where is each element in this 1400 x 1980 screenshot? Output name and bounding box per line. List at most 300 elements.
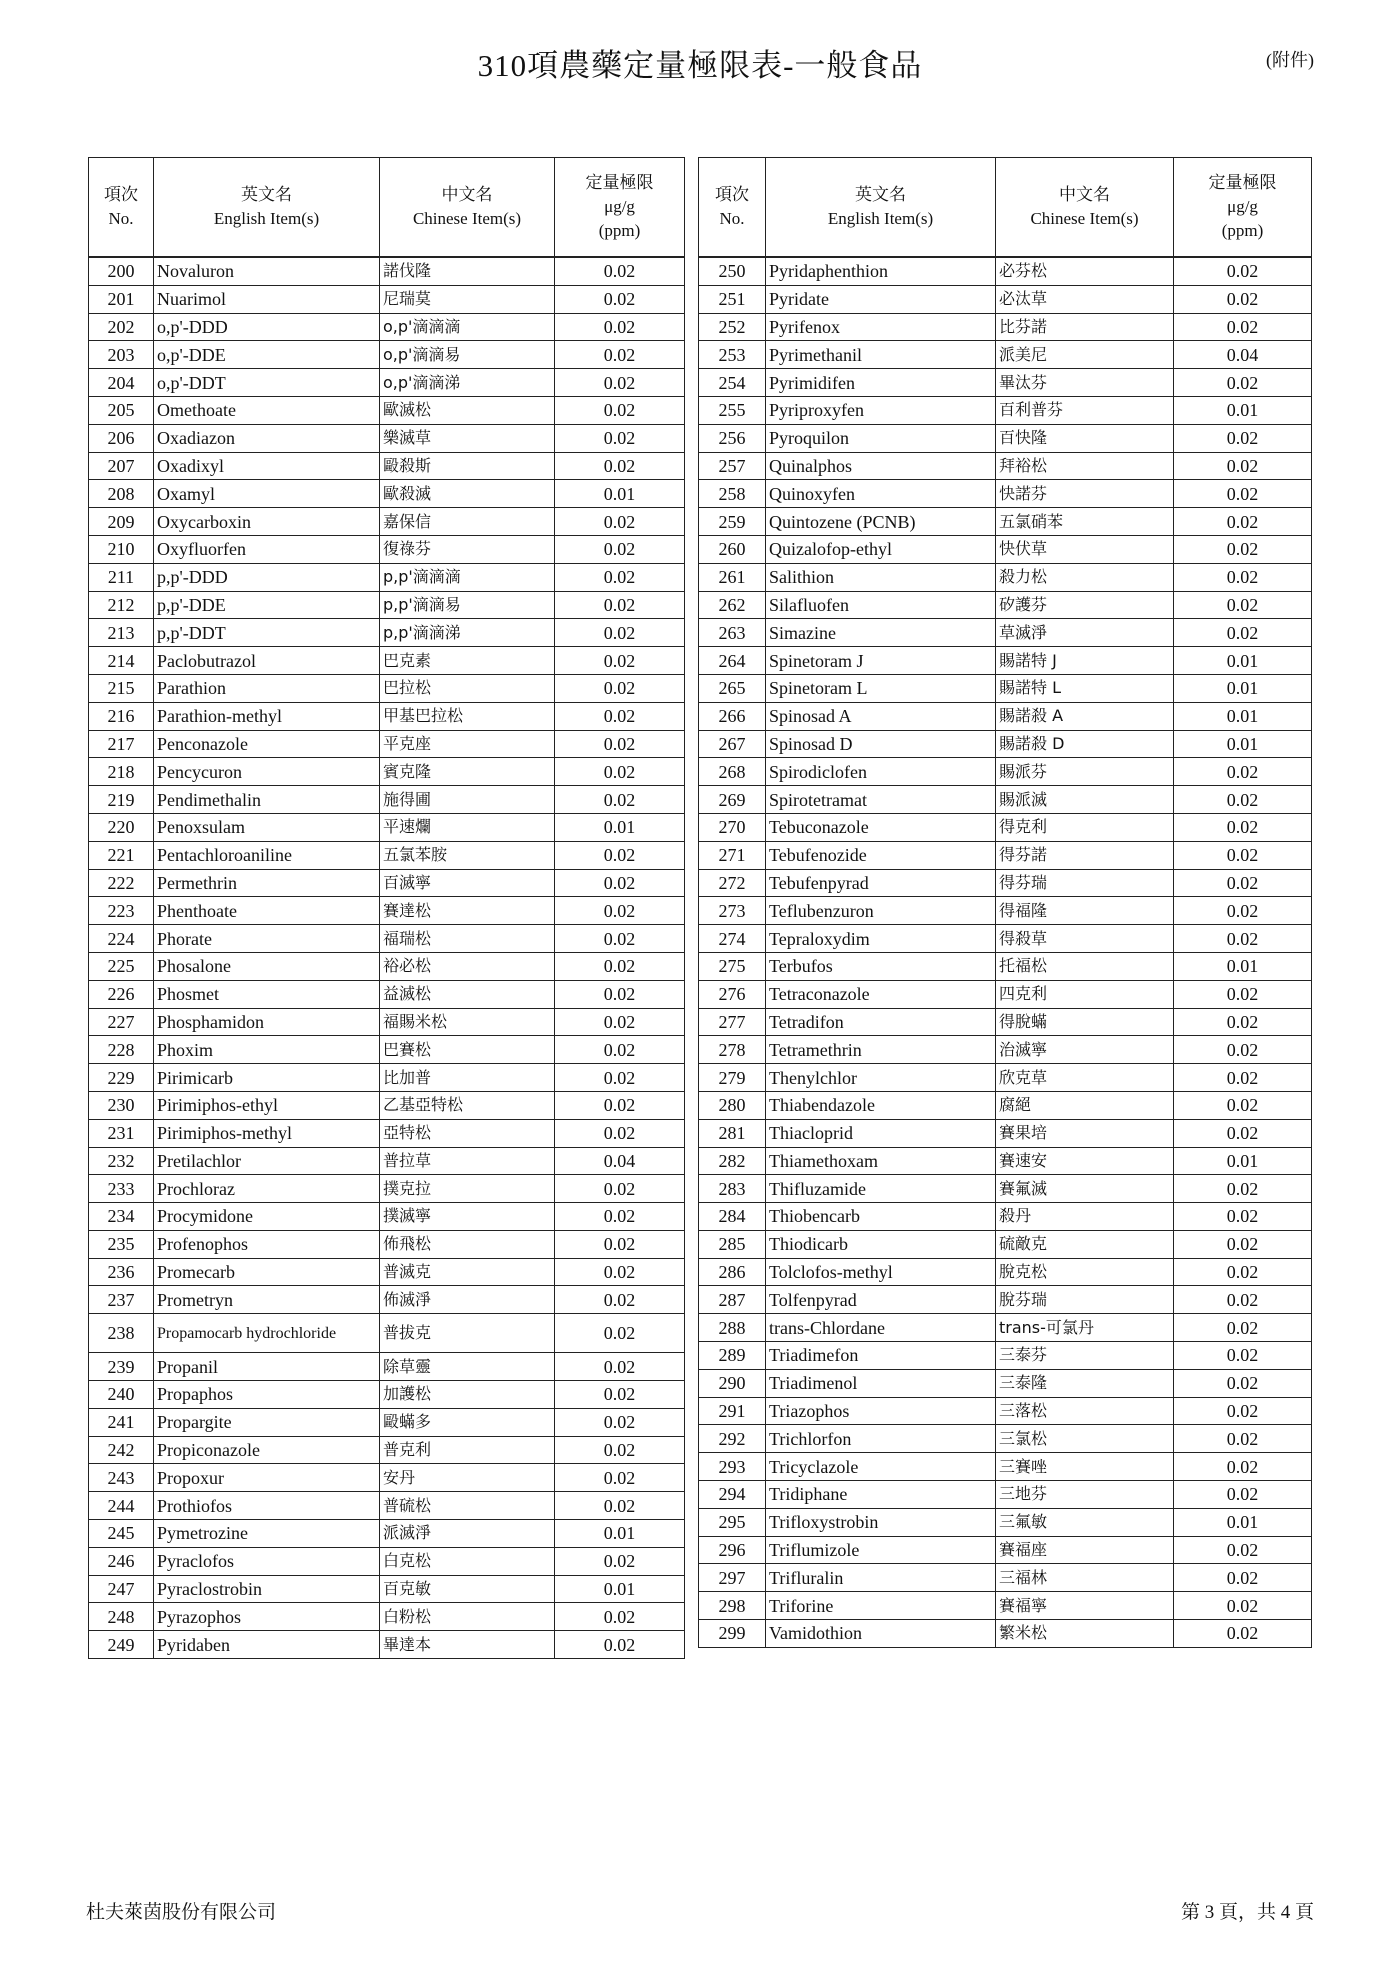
- chinese-name: 福賜米松: [380, 1008, 555, 1036]
- english-name: Pyridaben: [154, 1631, 380, 1659]
- chinese-name: 亞特松: [380, 1119, 555, 1147]
- english-name: o,p'-DDD: [154, 313, 380, 341]
- chinese-name: 三泰隆: [996, 1369, 1174, 1397]
- loq-value: 0.02: [555, 702, 685, 730]
- english-name: Pirimicarb: [154, 1064, 380, 1092]
- chinese-name: 殺力松: [996, 563, 1174, 591]
- chinese-name: o,p'滴滴滴: [380, 313, 555, 341]
- table-header-row: [699, 158, 1312, 258]
- loq-value: 0.02: [1174, 369, 1312, 397]
- loq-value: 0.02: [555, 1603, 685, 1631]
- table-row: [89, 813, 685, 841]
- header-english: 英文名 English Item(s): [766, 158, 996, 258]
- row-number: 232: [89, 1147, 154, 1175]
- loq-value: 0.02: [555, 1175, 685, 1203]
- table-row: [89, 480, 685, 508]
- loq-value: 0.02: [1174, 1425, 1312, 1453]
- table-row: [89, 341, 685, 369]
- loq-value: 0.02: [555, 1036, 685, 1064]
- row-number: 284: [699, 1203, 766, 1231]
- row-number: 257: [699, 452, 766, 480]
- table-row: [699, 869, 1312, 897]
- chinese-name: 撲滅寧: [380, 1203, 555, 1231]
- chinese-name: 三地芬: [996, 1481, 1174, 1509]
- table-row: [699, 647, 1312, 675]
- english-name: Propanil: [154, 1353, 380, 1381]
- row-number: 268: [699, 758, 766, 786]
- table-row: [89, 1036, 685, 1064]
- row-number: 274: [699, 925, 766, 953]
- chinese-name: 拜裕松: [996, 452, 1174, 480]
- english-name: Tetramethrin: [766, 1036, 996, 1064]
- table-row: [89, 1119, 685, 1147]
- chinese-name: 三落松: [996, 1397, 1174, 1425]
- loq-value: 0.02: [1174, 1481, 1312, 1509]
- chinese-name: 得芬諾: [996, 841, 1174, 869]
- chinese-name: 賜派滅: [996, 786, 1174, 814]
- english-name: Pirimiphos-methyl: [154, 1119, 380, 1147]
- english-name: p,p'-DDT: [154, 619, 380, 647]
- loq-value: 0.02: [1174, 1036, 1312, 1064]
- row-number: 295: [699, 1508, 766, 1536]
- loq-value: 0.02: [1174, 841, 1312, 869]
- table-row: [699, 480, 1312, 508]
- english-name: Promecarb: [154, 1258, 380, 1286]
- annex-label: (附件): [1266, 50, 1314, 70]
- chinese-name: 平速爛: [380, 813, 555, 841]
- loq-value: 0.02: [1174, 1564, 1312, 1592]
- loq-table-left: [88, 157, 685, 1659]
- chinese-name: 普拉草: [380, 1147, 555, 1175]
- loq-value: 0.02: [555, 257, 685, 285]
- chinese-name: 三氟敏: [996, 1508, 1174, 1536]
- chinese-name: 普拔克: [380, 1314, 555, 1353]
- loq-value: 0.02: [1174, 1119, 1312, 1147]
- loq-value: 0.02: [1174, 313, 1312, 341]
- row-number: 275: [699, 952, 766, 980]
- row-number: 270: [699, 813, 766, 841]
- loq-value: 0.01: [1174, 647, 1312, 675]
- english-name: Prothiofos: [154, 1492, 380, 1520]
- table-row: [89, 1008, 685, 1036]
- row-number: 211: [89, 563, 154, 591]
- table-row: [699, 1369, 1312, 1397]
- row-number: 247: [89, 1575, 154, 1603]
- chinese-name: 毆蟎多: [380, 1408, 555, 1436]
- row-number: 273: [699, 897, 766, 925]
- loq-value: 0.02: [1174, 786, 1312, 814]
- row-number: 260: [699, 535, 766, 563]
- table-row: [699, 897, 1312, 925]
- table-row: [699, 452, 1312, 480]
- chinese-name: 五氯硝苯: [996, 508, 1174, 536]
- chinese-name: trans-可氯丹: [996, 1314, 1174, 1342]
- chinese-name: p,p'滴滴易: [380, 591, 555, 619]
- chinese-name: 撲克拉: [380, 1175, 555, 1203]
- loq-value: 0.02: [1174, 1453, 1312, 1481]
- loq-value: 0.02: [555, 619, 685, 647]
- loq-value: 0.02: [1174, 1592, 1312, 1620]
- table-row: [89, 1603, 685, 1631]
- loq-value: 0.02: [1174, 1091, 1312, 1119]
- page-title: 310項農藥定量極限表-一般食品: [477, 48, 923, 83]
- chinese-name: o,p'滴滴易: [380, 341, 555, 369]
- english-name: Pirimiphos-ethyl: [154, 1091, 380, 1119]
- chinese-name: 矽護芬: [996, 591, 1174, 619]
- english-name: Oxyfluorfen: [154, 535, 380, 563]
- english-name: Vamidothion: [766, 1620, 996, 1648]
- table-row: [89, 1464, 685, 1492]
- row-number: 230: [89, 1091, 154, 1119]
- row-number: 243: [89, 1464, 154, 1492]
- english-name: Pyraclofos: [154, 1547, 380, 1575]
- english-name: Thiamethoxam: [766, 1147, 996, 1175]
- row-number: 223: [89, 897, 154, 925]
- table-row: [89, 1353, 685, 1381]
- chinese-name: 得克利: [996, 813, 1174, 841]
- row-number: 210: [89, 535, 154, 563]
- chinese-name: 賜派芬: [996, 758, 1174, 786]
- chinese-name: 裕必松: [380, 952, 555, 980]
- row-number: 200: [89, 257, 154, 285]
- english-name: Thiodicarb: [766, 1230, 996, 1258]
- english-name: p,p'-DDE: [154, 591, 380, 619]
- row-number: 244: [89, 1492, 154, 1520]
- loq-value: 0.02: [555, 758, 685, 786]
- english-name: Phosalone: [154, 952, 380, 980]
- row-number: 220: [89, 813, 154, 841]
- english-name: Quinoxyfen: [766, 480, 996, 508]
- english-name: Prometryn: [154, 1286, 380, 1314]
- english-name: Quintozene (PCNB): [766, 508, 996, 536]
- chinese-name: 脫芬瑞: [996, 1286, 1174, 1314]
- loq-table-right: [698, 157, 1312, 1648]
- loq-value: 0.02: [555, 452, 685, 480]
- table-row: [89, 396, 685, 424]
- chinese-name: 平克座: [380, 730, 555, 758]
- chinese-name: 賜諾殺 D: [996, 730, 1174, 758]
- chinese-name: 賜諾特 L: [996, 674, 1174, 702]
- loq-value: 0.02: [1174, 285, 1312, 313]
- table-row: [89, 674, 685, 702]
- chinese-name: 五氯苯胺: [380, 841, 555, 869]
- table-row: [89, 369, 685, 397]
- chinese-name: 必汰草: [996, 285, 1174, 313]
- row-number: 255: [699, 396, 766, 424]
- loq-value: 0.02: [555, 1381, 685, 1409]
- english-name: Pyriproxyfen: [766, 396, 996, 424]
- row-number: 261: [699, 563, 766, 591]
- chinese-name: 巴賽松: [380, 1036, 555, 1064]
- loq-value: 0.02: [555, 674, 685, 702]
- chinese-name: 脫克松: [996, 1258, 1174, 1286]
- table-row: [699, 1314, 1312, 1342]
- table-row: [699, 1036, 1312, 1064]
- english-name: Phoxim: [154, 1036, 380, 1064]
- table-row: [89, 1230, 685, 1258]
- row-number: 249: [89, 1631, 154, 1659]
- loq-value: 0.02: [555, 424, 685, 452]
- loq-value: 0.02: [555, 841, 685, 869]
- row-number: 227: [89, 1008, 154, 1036]
- table-row: [89, 619, 685, 647]
- table-row: [89, 591, 685, 619]
- english-name: Spirodiclofen: [766, 758, 996, 786]
- chinese-name: 派美尼: [996, 341, 1174, 369]
- loq-value: 0.02: [555, 925, 685, 953]
- table-row: [699, 535, 1312, 563]
- english-name: Pyrazophos: [154, 1603, 380, 1631]
- row-number: 226: [89, 980, 154, 1008]
- row-number: 204: [89, 369, 154, 397]
- loq-value: 0.02: [555, 647, 685, 675]
- table-row: [699, 424, 1312, 452]
- table-row: [699, 1258, 1312, 1286]
- loq-value: 0.02: [555, 897, 685, 925]
- table-row: [699, 1119, 1312, 1147]
- loq-value: 0.02: [1174, 424, 1312, 452]
- english-name: Quizalofop-ethyl: [766, 535, 996, 563]
- english-name: Triflumizole: [766, 1536, 996, 1564]
- english-name: Pyrimethanil: [766, 341, 996, 369]
- table-row: [699, 1342, 1312, 1370]
- table-row: [89, 1436, 685, 1464]
- loq-value: 0.02: [555, 1547, 685, 1575]
- english-name: Pyrimidifen: [766, 369, 996, 397]
- loq-value: 0.02: [555, 869, 685, 897]
- table-row: [89, 758, 685, 786]
- table-row: [89, 535, 685, 563]
- loq-value: 0.02: [1174, 619, 1312, 647]
- chinese-name: 賽速安: [996, 1147, 1174, 1175]
- chinese-name: 賜諾特 J: [996, 647, 1174, 675]
- english-name: Profenophos: [154, 1230, 380, 1258]
- chinese-name: 畢汰芬: [996, 369, 1174, 397]
- english-name: Pentachloroaniline: [154, 841, 380, 869]
- chinese-name: 福瑞松: [380, 925, 555, 953]
- table-row: [699, 1230, 1312, 1258]
- row-number: 233: [89, 1175, 154, 1203]
- table-row: [89, 424, 685, 452]
- loq-value: 0.02: [1174, 563, 1312, 591]
- loq-value: 0.02: [1174, 1230, 1312, 1258]
- loq-value: 0.02: [1174, 1008, 1312, 1036]
- table-row: [89, 257, 685, 285]
- chinese-name: 益滅松: [380, 980, 555, 1008]
- table-row: [699, 313, 1312, 341]
- english-name: Oxadiazon: [154, 424, 380, 452]
- english-name: Quinalphos: [766, 452, 996, 480]
- table-row: [699, 1481, 1312, 1509]
- table-row: [699, 1397, 1312, 1425]
- row-number: 262: [699, 591, 766, 619]
- english-name: Tetradifon: [766, 1008, 996, 1036]
- row-number: 271: [699, 841, 766, 869]
- row-number: 241: [89, 1408, 154, 1436]
- chinese-name: 治滅寧: [996, 1036, 1174, 1064]
- row-number: 239: [89, 1353, 154, 1381]
- english-name: Propamocarb hydrochloride: [154, 1314, 380, 1353]
- english-name: o,p'-DDE: [154, 341, 380, 369]
- english-name: Pyraclostrobin: [154, 1575, 380, 1603]
- header-chinese: 中文名 Chinese Item(s): [996, 158, 1174, 258]
- row-number: 263: [699, 619, 766, 647]
- english-name: Propoxur: [154, 1464, 380, 1492]
- loq-value: 0.02: [555, 1008, 685, 1036]
- table-row: [699, 1425, 1312, 1453]
- chinese-name: 加護松: [380, 1381, 555, 1409]
- loq-value: 0.01: [1174, 702, 1312, 730]
- chinese-name: 普硫松: [380, 1492, 555, 1520]
- loq-value: 0.02: [555, 1258, 685, 1286]
- row-number: 253: [699, 341, 766, 369]
- table-row: [89, 1381, 685, 1409]
- table-row: [699, 508, 1312, 536]
- table-row: [89, 1147, 685, 1175]
- table-row: [89, 841, 685, 869]
- row-number: 222: [89, 869, 154, 897]
- loq-value: 0.02: [555, 786, 685, 814]
- row-number: 202: [89, 313, 154, 341]
- english-name: Permethrin: [154, 869, 380, 897]
- header-loq: 定量極限 μg/g (ppm): [1174, 158, 1312, 258]
- row-number: 245: [89, 1520, 154, 1548]
- row-number: 297: [699, 1564, 766, 1592]
- chinese-name: 白克松: [380, 1547, 555, 1575]
- row-number: 276: [699, 980, 766, 1008]
- loq-value: 0.02: [555, 1408, 685, 1436]
- loq-value: 0.02: [555, 1436, 685, 1464]
- english-name: Paclobutrazol: [154, 647, 380, 675]
- english-name: Thenylchlor: [766, 1064, 996, 1092]
- table-row: [699, 591, 1312, 619]
- loq-value: 0.01: [1174, 1147, 1312, 1175]
- english-name: Pencycuron: [154, 758, 380, 786]
- footer-page-number: 第 3 頁，共 4 頁: [1180, 1902, 1314, 1923]
- english-name: Procymidone: [154, 1203, 380, 1231]
- english-name: Spinosad D: [766, 730, 996, 758]
- row-number: 213: [89, 619, 154, 647]
- table-row: [89, 313, 685, 341]
- english-name: Thiobencarb: [766, 1203, 996, 1231]
- chinese-name: 百滅寧: [380, 869, 555, 897]
- chinese-name: 畢達本: [380, 1631, 555, 1659]
- row-number: 240: [89, 1381, 154, 1409]
- row-number: 236: [89, 1258, 154, 1286]
- row-number: 214: [89, 647, 154, 675]
- chinese-name: 得殺草: [996, 925, 1174, 953]
- chinese-name: 硫敵克: [996, 1230, 1174, 1258]
- loq-value: 0.02: [1174, 535, 1312, 563]
- table-row: [89, 1064, 685, 1092]
- english-name: Omethoate: [154, 396, 380, 424]
- row-number: 272: [699, 869, 766, 897]
- english-name: Thifluzamide: [766, 1175, 996, 1203]
- loq-value: 0.04: [555, 1147, 685, 1175]
- english-name: Tridiphane: [766, 1481, 996, 1509]
- table-row: [89, 1258, 685, 1286]
- loq-value: 0.02: [1174, 1064, 1312, 1092]
- english-name: Penoxsulam: [154, 813, 380, 841]
- chinese-name: 得脫蟎: [996, 1008, 1174, 1036]
- table-row: [699, 1453, 1312, 1481]
- table-row: [699, 1286, 1312, 1314]
- header-no: 項次 No.: [699, 158, 766, 258]
- loq-value: 0.02: [1174, 897, 1312, 925]
- chinese-name: 繁米松: [996, 1620, 1174, 1648]
- chinese-name: 歐殺滅: [380, 480, 555, 508]
- chinese-name: 賽福座: [996, 1536, 1174, 1564]
- chinese-name: 佈飛松: [380, 1230, 555, 1258]
- table-row: [699, 1620, 1312, 1648]
- english-name: Pyridaphenthion: [766, 257, 996, 285]
- english-name: Pendimethalin: [154, 786, 380, 814]
- row-number: 265: [699, 674, 766, 702]
- english-name: Pretilachlor: [154, 1147, 380, 1175]
- table-row: [89, 1492, 685, 1520]
- row-number: 208: [89, 480, 154, 508]
- english-name: Parathion: [154, 674, 380, 702]
- row-number: 231: [89, 1119, 154, 1147]
- row-number: 289: [699, 1342, 766, 1370]
- english-name: Nuarimol: [154, 285, 380, 313]
- row-number: 293: [699, 1453, 766, 1481]
- table-row: [699, 257, 1312, 285]
- english-name: Tebufenozide: [766, 841, 996, 869]
- row-number: 282: [699, 1147, 766, 1175]
- table-row: [89, 563, 685, 591]
- table-row: [699, 841, 1312, 869]
- chinese-name: 百克敏: [380, 1575, 555, 1603]
- chinese-name: 腐絕: [996, 1091, 1174, 1119]
- chinese-name: 歐滅松: [380, 396, 555, 424]
- english-name: Prochloraz: [154, 1175, 380, 1203]
- table-row: [89, 1631, 685, 1659]
- row-number: 258: [699, 480, 766, 508]
- english-name: Tetraconazole: [766, 980, 996, 1008]
- english-name: Phosphamidon: [154, 1008, 380, 1036]
- loq-value: 0.02: [555, 1353, 685, 1381]
- table-row: [89, 1575, 685, 1603]
- row-number: 279: [699, 1064, 766, 1092]
- chinese-name: 除草靈: [380, 1353, 555, 1381]
- table-row: [699, 1203, 1312, 1231]
- chinese-name: 比加普: [380, 1064, 555, 1092]
- table-row: [89, 1286, 685, 1314]
- loq-value: 0.02: [1174, 1342, 1312, 1370]
- loq-value: 0.02: [555, 1492, 685, 1520]
- row-number: 250: [699, 257, 766, 285]
- table-row: [89, 1091, 685, 1119]
- chinese-name: 欣克草: [996, 1064, 1174, 1092]
- chinese-name: 復祿芬: [380, 535, 555, 563]
- loq-value: 0.02: [555, 396, 685, 424]
- english-name: Tolclofos-methyl: [766, 1258, 996, 1286]
- loq-value: 0.01: [555, 1520, 685, 1548]
- english-name: Terbufos: [766, 952, 996, 980]
- english-name: Phenthoate: [154, 897, 380, 925]
- loq-value: 0.02: [555, 1091, 685, 1119]
- table-row: [89, 1547, 685, 1575]
- row-number: 264: [699, 647, 766, 675]
- row-number: 292: [699, 1425, 766, 1453]
- english-name: Penconazole: [154, 730, 380, 758]
- table-row: [699, 925, 1312, 953]
- header-loq: 定量極限 μg/g (ppm): [555, 158, 685, 258]
- loq-value: 0.02: [1174, 980, 1312, 1008]
- row-number: 212: [89, 591, 154, 619]
- table-row: [89, 452, 685, 480]
